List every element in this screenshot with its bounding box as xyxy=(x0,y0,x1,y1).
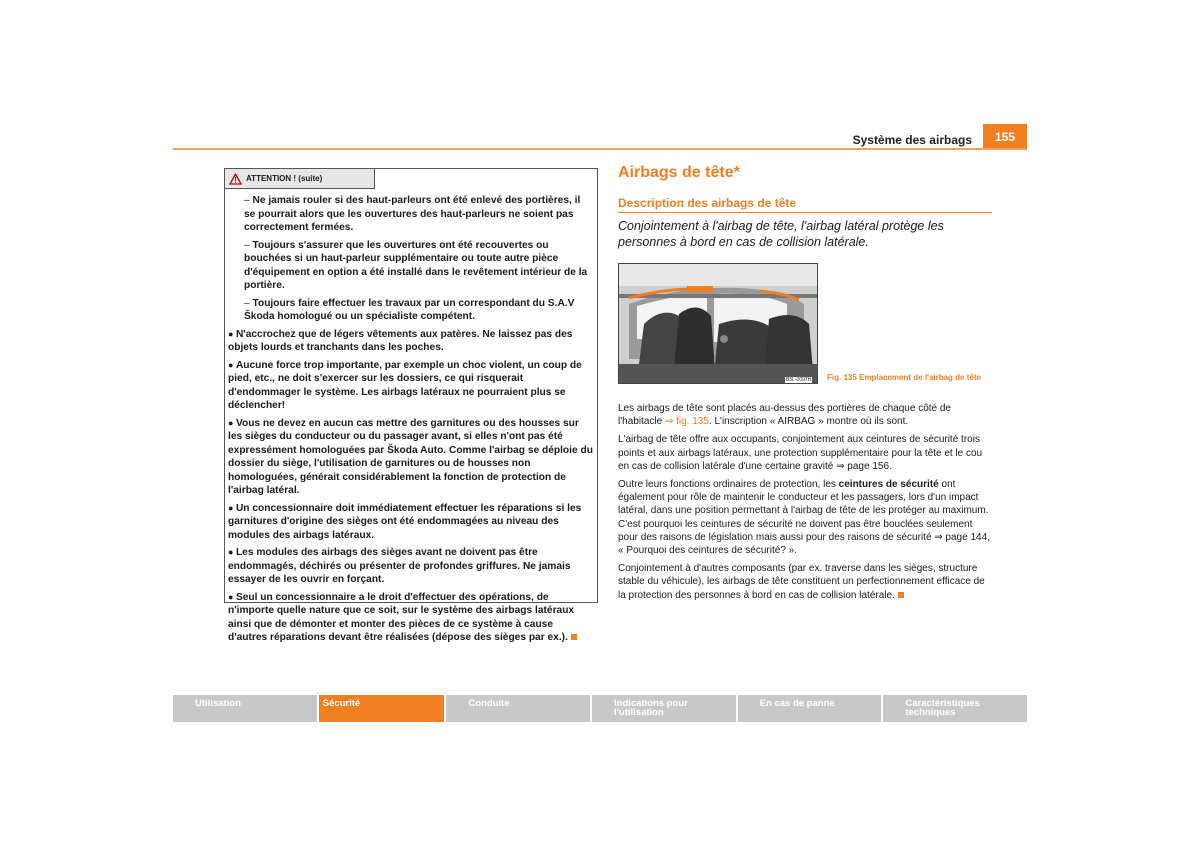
section-subtitle: Description des airbags de tête xyxy=(618,196,797,210)
body-text xyxy=(618,402,992,607)
nav-tab-5[interactable]: Caractéristiques techniques xyxy=(883,695,1027,722)
subtitle-rule xyxy=(618,212,992,213)
nav-tab-2[interactable]: Conduite xyxy=(446,695,590,722)
nav-tab-3[interactable]: Indications pour l'utilisation xyxy=(592,695,736,722)
figure-caption: Fig. 135 Emplacement de l'airbag de tête xyxy=(827,373,981,382)
car-interior-illustration xyxy=(619,264,817,383)
paragraph: Outre leurs fonctions ordinaires de protection, les ceintures de sécurité ont également pour rôle de maintenir le conducteur et les passagers, lors d'un impact latéral, dans une position permettant à l'airbag de tête de les protéger au maximum. C'est pourquoi les ceintures de sécurité ne doivent pas être bouclées seulement pour des raisons de législation mais aussi pour des raisons de sécurité ⇒ page 144, « Pourquoi des ceintures de sécurité? ». xyxy=(618,479,990,557)
section-intro: Conjointement à l'airbag de tête, l'airbag latéral protège les personnes à bord en cas de collision latérale. xyxy=(618,219,944,249)
warning-header xyxy=(225,169,375,189)
page-header-title: Système des airbags xyxy=(852,133,972,147)
warning-bullet-item: ● Seul un concessionnaire a le droit d'effectuer des opérations, de n'importe quelle nature que ce soit, sur le système des airbags latéraux ainsi que de démonter et monter des pièces de ce système à cause d'autres réparations devant être réalisées (dépose des sièges par ex.). xyxy=(228,591,594,645)
page-number: 155 xyxy=(983,124,1027,150)
paragraph: Les airbags de tête sont placés au-dessus des portières de chaque côté de l'habitacle ⇒ fig. 135. L'inscription « AIRBAG » montre où ils sont. xyxy=(618,403,951,428)
nav-tab-1[interactable]: Sécurité xyxy=(319,695,445,722)
figure-car-interior xyxy=(618,263,818,384)
warning-triangle-icon xyxy=(229,173,242,185)
chapter-nav xyxy=(173,695,1027,722)
warning-label: ATTENTION ! (suite) xyxy=(246,174,323,183)
paragraph: L'airbag de tête offre aux occupants, conjointement aux ceintures de sécurité trois points et aux airbags latéraux, une protection supplémentaire pour la tête et le cou en cas de collision latérale d'une certaine gravité ⇒ page 156. xyxy=(618,434,983,472)
warning-dash-item: – Ne jamais rouler si des haut-parleurs ont été enlevé des portières, il se pourrait alors que les ouvertures des haut-parleurs ne soient pas correctement fermées. xyxy=(228,194,594,235)
section-title: Airbags de tête* xyxy=(618,164,740,181)
header-rule xyxy=(173,148,1026,150)
warning-bullet-item: ● N'accrochez que de légers vêtements aux patères. Ne laissez pas des objets lourds et tranchants dans les poches. xyxy=(228,328,594,355)
nav-tab-0[interactable]: Utilisation xyxy=(173,695,317,722)
warning-box xyxy=(224,168,598,643)
figure-tag: B5L-0097H xyxy=(786,377,812,383)
nav-tab-4[interactable]: En cas de panne xyxy=(738,695,882,722)
warning-body xyxy=(228,194,594,649)
end-mark-icon xyxy=(571,634,577,640)
warning-bullet-item: ● Vous ne devez en aucun cas mettre des garnitures ou des housses sur les sièges du conducteur ou du passager avant, si elles n'ont pas été expressément homologuées par Škoda Auto. Comme l'airbag se déploie du dossier du siège, l'utilisation de garnitures ou de housses non homologuées, générait considérablement la fonction de protection de l'airbag latéral. xyxy=(228,417,594,498)
warning-bullet-item: ● Aucune force trop importante, par exemple un choc violent, un coup de pied, etc., ne doit s'exercer sur les dossiers, ce qui risquerait d'endommager le système. Les airbags latéraux ne pourraient plus se déclencher! xyxy=(228,359,594,413)
warning-bullet-item: ● Un concessionnaire doit immédiatement effectuer les réparations si les garnitures d'origine des sièges ont été endommagées au niveau des modules des airbags latéraux. xyxy=(228,502,594,543)
paragraph: Conjointement à d'autres composants (par ex. traverse dans les sièges, structure stable du véhicule), les airbags de tête constituent un perfectionnement efficace de la protection des personnes à bord en cas de collision latérale. xyxy=(618,563,985,601)
warning-bullet-item: ● Les modules des airbags des sièges avant ne doivent pas être endommagés, déchirés ou présenter de profondes griffures. Ne jamais essayer de les ouvrir en forçant. xyxy=(228,546,594,587)
warning-dash-item: – Toujours s'assurer que les ouvertures ont été recouvertes ou bouchées si un haut-parleur supplémentaire ou toute autre pièce d'équipement en option a été installé dans le revêtement intérieur de la portière. xyxy=(228,239,594,293)
warning-dash-item: – Toujours faire effectuer les travaux par un correspondant du S.A.V Škoda homologué ou un spécialiste compétent. xyxy=(228,297,594,324)
end-mark-icon xyxy=(898,592,904,598)
figure-link[interactable]: ⇒ fig. 135 xyxy=(664,416,709,428)
